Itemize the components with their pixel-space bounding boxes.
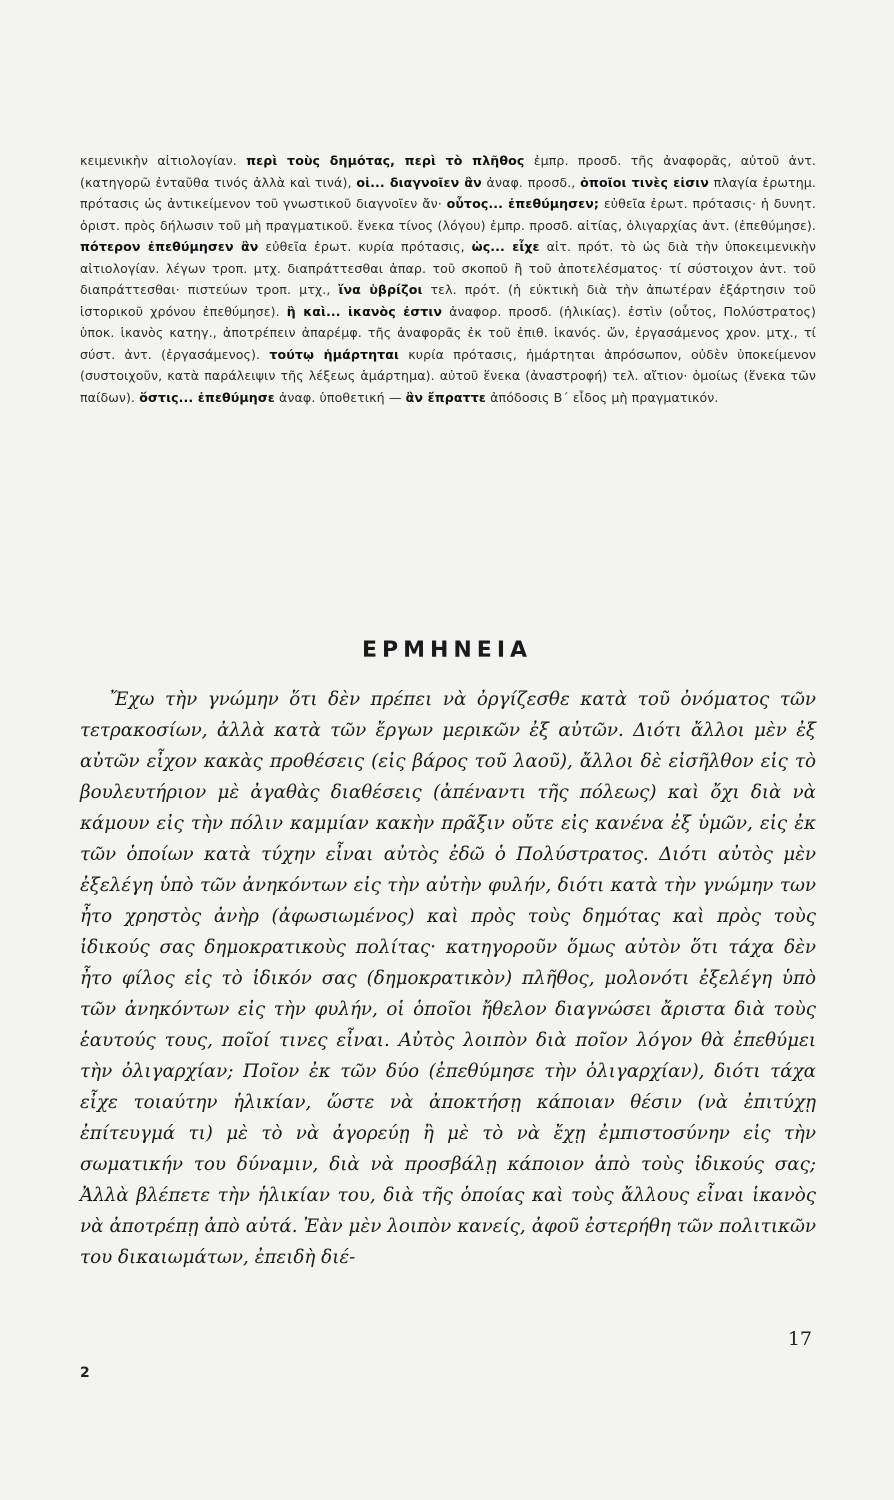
- translation-paragraph: Ἔχω τὴν γνώμην ὅτι δὲν πρέπει νὰ ὀργίζεσθε κατὰ τοῦ ὀνόματος τῶν τετρακοσίων, ἀλλὰ κατὰ τῶν ἔργων μερικῶν ἐξ αὐτῶν. Διότι ἄλλοι μὲν ἐξ αὐτῶν εἶχον κακὰς προθέσεις (εἰς βάρος τοῦ λαοῦ), ἄλλοι δὲ εἰσῆλθον εἰς τὸ βουλευτήριον μὲ ἀγαθὰς διαθέσεις (ἀπέναντι τῆς πόλεως) καὶ ὄχι διὰ νὰ κάμουν εἰς τὴν πόλιν καμμίαν κακὴν πρᾶξιν οὔτε εἰς κανένα ἐξ ὑμῶν, εἰς ἐκ τῶν ὁποίων κατὰ τύχην εἶναι αὐτὸς ἐδῶ ὁ Πολύστρατος. Διότι αὐτὸς μὲν ἐξελέγη ὑπὸ τῶν ἀνηκόντων εἰς τὴν αὐτὴν φυλήν, διότι κατὰ τὴν γνώμην των ἦτο χρηστὸς ἀνὴρ (ἀφωσιωμένος) καὶ πρὸς τοὺς δημότας καὶ πρὸς τοὺς ἰδικούς σας δημοκρατικοὺς πολίτας· κατηγοροῦν ὅμως αὐτὸν ὅτι τάχα δὲν ἦτο φίλος εἰς τὸ ἰδικόν σας (δημοκρατικὸν) πλῆθος, μολονότι ἐξελέγη ὑπὸ τῶν ἀνηκόντων εἰς τὴν φυλήν, οἱ ὁποῖοι ἤθελον διαγνώσει ἄριστα διὰ τοὺς ἑαυτούς τους, ποῖοί τινες εἶναι. Αὐτὸς λοιπὸν διὰ ποῖον λόγον θὰ ἐπεθύμει τὴν ὀλιγαρχίαν; Ποῖον ἐκ τῶν δύο (ἐπεθύμησε τὴν ὀλιγαρχίαν), διότι τάχα εἶχε τοιαύτην ἡλικίαν, ὥστε νὰ ἀποκτήσῃ κάποιαν θέσιν (νὰ ἐπιτύχῃ ἐπίτευγμά τι) μὲ τὸ νὰ ἀγορεύῃ ἢ μὲ τὸ νὰ ἔχῃ ἐμπιστοσύνην εἰς τὴν σωματικήν του δύναμιν, διὰ νὰ προσβάλῃ κάποιον ἀπὸ τοὺς ἰδικούς σας; Ἀλλὰ βλέπετε τὴν ἡλικίαν του, διὰ τῆς ὁποίας καὶ τοὺς ἄλλους εἶναι ἱκανὸς νὰ ἀποτρέπῃ ἀπὸ αὐτά. Ἐὰν μὲν λοιπὸν κανείς, ἀφοῦ ἐστερήθη τῶν πολιτικῶν του δικαιωμάτων, ἐπειδὴ διέ-: [80, 689, 816, 1268]
- page-number: 17: [787, 1328, 812, 1350]
- commentary-paragraph: [80, 150, 816, 408]
- key-phrase: τούτῳ ἡμάρτηται: [269, 346, 400, 362]
- key-phrase: ἂν ἔπραττε: [405, 389, 487, 405]
- note-text: ἀναφ. προσδ.,: [481, 174, 581, 190]
- key-phrase: οἱ... διαγνοῖεν ἂν: [356, 174, 482, 190]
- note-text: πλαγία ἐρωτημ. πρότασις ὡς ἀντικείμενον τοῦ γνωστικοῦ διαγνοῖεν ἄν·: [80, 174, 816, 211]
- printer-signature-mark: 2: [80, 1365, 90, 1381]
- key-phrase: πότερον ἐπεθύμησεν ἂν: [80, 239, 259, 254]
- note-text: ἀναφορ. προσδ. (ἡλικίας). ἐστὶν (οὗτος, Πολύστρατος) ὑποκ. ἱκανὸς κατηγ., ἀποτρέπειν ἀπαρέμφ. τῆς ἀναφορᾶς ἐκ τοῦ ἐπιθ. ἱκανός. ὤν, ἐργασάμενος χρον. μτχ., τί σύστ. ἀντ. (ἐργασάμενος).: [80, 303, 817, 362]
- section-heading: ΕΡΜΗΝΕΙΑ: [361, 638, 533, 663]
- note-text: κειμενικὴν αἰτιολογίαν.: [80, 153, 247, 168]
- commentary-notes: [80, 150, 816, 408]
- key-phrase: ὁποῖοι τινὲς εἰσιν: [580, 174, 709, 190]
- key-phrase: ἵνα ὑβρίζοι: [338, 282, 423, 297]
- note-text: εὐθεῖα ἐρωτ. πρότασις· ἡ δυνητ. ὁριστ. πρὸς δήλωσιν τοῦ μὴ πραγματικοῦ. ἕνεκα τίνος (λόγου) ἐμπρ. προσδ. αἰτίας, ὀλιγαρχίας ἀντ. (ἐπεθύμησε).: [80, 196, 816, 233]
- note-text: ἀναφ. ὑποθετική —: [274, 389, 406, 405]
- key-phrase: οὗτος... ἐπεθύμησεν;: [446, 196, 600, 211]
- note-text: ἐμπρ. προσδ. τῆς ἀναφορᾶς, αὐτοῦ ἀντ. (κατηγορῶ ἐνταῦθα τινός ἀλλὰ καὶ τινά),: [80, 153, 816, 190]
- translation-text: [80, 684, 816, 1273]
- note-text: κυρία πρότασις, ἡμάρτηται ἀπρόσωπον, οὐδὲν ὑποκείμενον (συστοιχοῦν, κατὰ παράλειψιν τῆς λέξεως ἁμάρτημα). αὐτοῦ ἕνεκα (ἀναστροφή) τελ. αἴτιον· ὁμοίως (ἕνεκα τῶν παίδων).: [80, 346, 816, 405]
- key-phrase: ὅστις... ἐπεθύμησε: [139, 389, 275, 405]
- note-text: ἀπόδοσις Β΄ εἶδος μὴ πραγματικόν.: [486, 389, 719, 405]
- note-text: εὐθεῖα ἐρωτ. κυρία πρότασις,: [258, 239, 472, 254]
- key-phrase: ἢ καὶ... ἱκανὸς ἐστιν: [286, 303, 443, 319]
- note-text: αἰτ. πρότ. τὸ ὡς διὰ τὴν ὑποκειμενικὴν αἰτιολογίαν. λέγων τροπ. μτχ. διαπράττεσθαι ἀπαρ. τοῦ σκοποῦ ἢ τοῦ ἀποτελέσματος· τί σύστοιχον ἀντ. τοῦ διαπράττεσθαι· πιστεύων τροπ. μτχ.,: [80, 239, 816, 297]
- key-phrase: περὶ τοὺς δημότας, περὶ τὸ πλῆθος: [246, 153, 525, 168]
- key-phrase: ὡς... εἶχε: [471, 239, 540, 254]
- note-text: τελ. πρότ. (ἡ εὐκτικὴ διὰ τὴν ἀπωτέραν ἐξάρτησιν τοῦ ἱστορικοῦ χρόνου ἐπεθύμησε).: [80, 282, 816, 319]
